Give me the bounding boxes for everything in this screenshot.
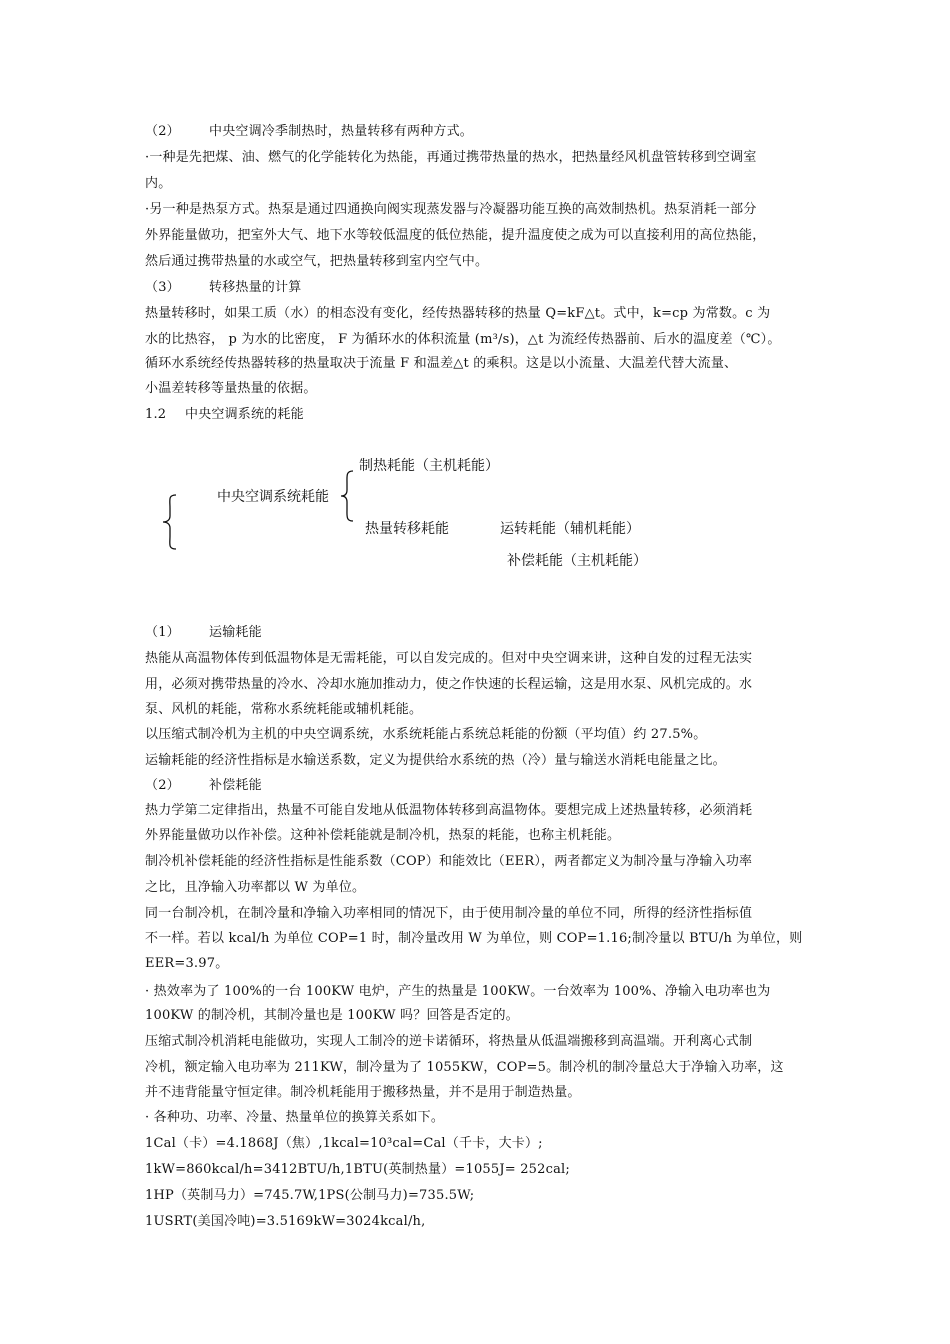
formula-line: 1kW=860kcal/h=3412BTU/h,1BTU(英制热量）=1055J= 252cal;: [145, 1162, 570, 1177]
section-heading: （3） 转移热量的计算: [145, 280, 302, 295]
paragraph-line: 100KW 的制冷机，其制冷量也是 100KW 吗？回答是否定的。: [145, 1008, 519, 1023]
section-heading: （2） 补偿耗能: [145, 778, 262, 793]
paragraph-line: ·另一种是热泵方式。热泵是通过四通换向阀实现蒸发器与冷凝器功能互换的高效制热机。热泵消耗一部分: [145, 202, 757, 217]
paragraph-line: 热能从高温物体传到低温物体是无需耗能，可以自发完成的。但对中央空调来讲，这种自发的过程无法实: [145, 651, 753, 666]
paragraph-line: · 各种功、功率、冷量、热量单位的换算关系如下。: [145, 1110, 445, 1125]
diagram-root-label: 中央空调系统耗能: [217, 489, 329, 505]
inner-brace: [338, 470, 356, 522]
diagram-sub-top: 运转耗能（辅机耗能）: [500, 521, 640, 537]
paragraph-line: EER=3.97。: [145, 956, 229, 971]
paragraph-line: 同一台制冷机，在制冷量和净输入功率相同的情况下，由于使用制冷量的单位不同，所得的经济性指标值: [145, 906, 753, 921]
paragraph-line: 制冷机补偿耗能的经济性指标是性能系数（COP）和能效比（EER），两者都定义为制冷量与净输入功率: [145, 854, 753, 869]
diagram-branch-top: 制热耗能（主机耗能）: [359, 458, 499, 474]
paragraph-line: 不一样。若以 kcal/h 为单位 COP=1 时，制冷量改用 W 为单位，则 COP=1.16;制冷量以 BTU/h 为单位，则: [145, 931, 803, 946]
formula-line: 1USRT(美国冷吨)=3.5169kW=3024kcal/h,: [145, 1214, 426, 1229]
paragraph-line: 并不违背能量守恒定律。制冷机耗能用于搬移热量，并不是用于制造热量。: [145, 1085, 581, 1100]
paragraph-line: 热量转移时，如果工质（水）的相态没有变化，经传热器转移的热量 Q=kF△t。式中，k=cp 为常数。c 为: [145, 306, 771, 321]
paragraph-line: 之比，且净输入功率都以 W 为单位。: [145, 880, 366, 895]
formula-line: 1Cal（卡）=4.1868J（焦）,1kcal=10³cal=Cal（千卡，大卡）;: [145, 1136, 543, 1151]
paragraph-line: ·一种是先把煤、油、燃气的化学能转化为热能，再通过携带热量的热水，把热量经风机盘管转移到空调室: [145, 150, 757, 165]
formula-line: 1HP（英制马力）=745.7W,1PS(公制马力)=735.5W;: [145, 1188, 475, 1203]
paragraph-line: 外界能量做功以作补偿。这种补偿耗能就是制冷机，热泵的耗能，也称主机耗能。: [145, 828, 621, 843]
paragraph-line: 运输耗能的经济性指标是水输送系数，定义为提供给水系统的热（冷）量与输送水消耗电能量之比。: [145, 753, 726, 768]
section-heading: 1.2 中央空调系统的耗能: [145, 407, 304, 422]
section-heading: （2） 中央空调冷季制热时，热量转移有两种方式。: [145, 124, 474, 139]
diagram-sub-bottom: 补偿耗能（主机耗能）: [507, 553, 647, 569]
paragraph-line: 压缩式制冷机消耗电能做功，实现人工制冷的逆卡诺循环，将热量从低温端搬移到高温端。开利离心式制: [145, 1034, 753, 1049]
paragraph-line: 小温差转移等量热量的依据。: [145, 381, 317, 396]
outer-brace: [160, 494, 180, 550]
paragraph-line: 水的比热容， p 为水的比密度， F 为循环水的体积流量 (m³/s)，△t 为流经传热器前、后水的温度差（℃）。: [145, 332, 781, 347]
paragraph-line: 然后通过携带热量的水或空气，把热量转移到室内空气中。: [145, 254, 489, 269]
section-heading: （1） 运输耗能: [145, 625, 262, 640]
paragraph-line: 以压缩式制冷机为主机的中央空调系统，水系统耗能占系统总耗能的份额（平均值）约 27.5%。: [145, 727, 707, 742]
paragraph-line: 内。: [145, 176, 172, 191]
paragraph-line: 热力学第二定律指出，热量不可能自发地从低温物体转移到高温物体。要想完成上述热量转移，必须消耗: [145, 803, 753, 818]
paragraph-line: 用，必须对携带热量的冷水、冷却水施加推动力，使之作快速的长程运输，这是用水泵、风机完成的。水: [145, 677, 753, 692]
paragraph-line: · 热效率为了 100%的一台 100KW 电炉，产生的热量是 100KW。一台效率为 100%、净输入电功率也为: [145, 984, 771, 999]
diagram-branch-bottom: 热量转移耗能: [365, 521, 449, 537]
paragraph-line: 泵、风机的耗能，常称水系统耗能或辅机耗能。: [145, 702, 423, 717]
paragraph-line: 冷机，额定输入电功率为 211KW，制冷量为了 1055KW，COP=5。制冷机的制冷量总大于净输入功率，这: [145, 1060, 784, 1075]
paragraph-line: 外界能量做功，把室外大气、地下水等较低温度的低位热能，提升温度使之成为可以直接利用的高位热能，: [145, 228, 766, 243]
paragraph-line: 循环水系统经传热器转移的热量取决于流量 F 和温差△t 的乘积。这是以小流量、大温差代替大流量、: [145, 356, 738, 371]
